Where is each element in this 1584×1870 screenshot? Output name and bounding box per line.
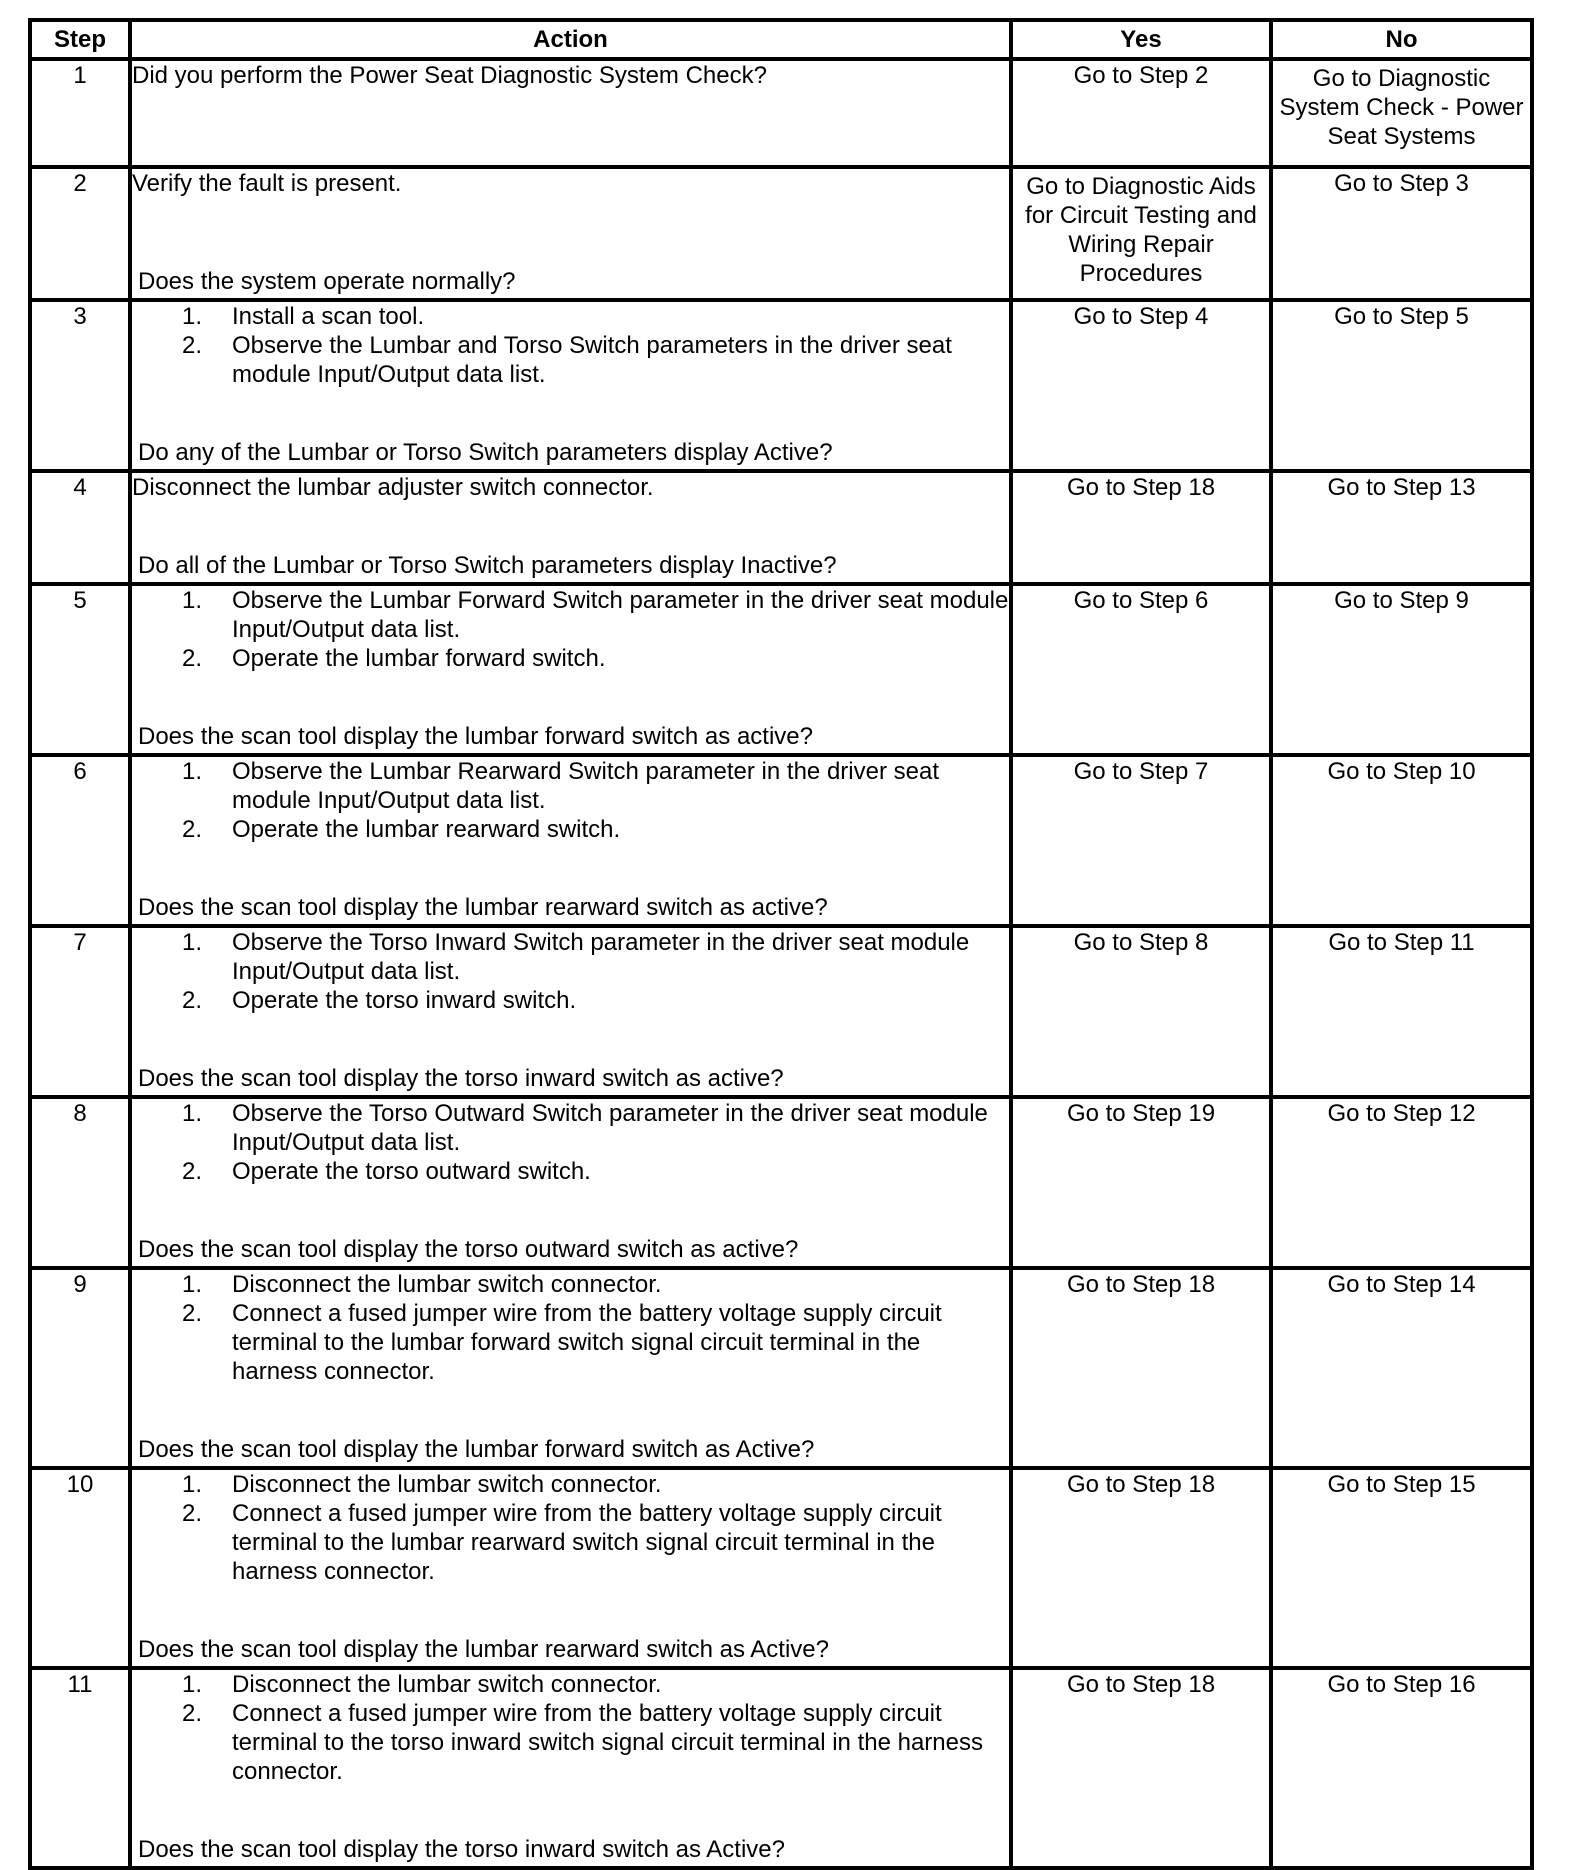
- yes-result: Go to Step 7: [1011, 755, 1271, 926]
- table-row: [30, 1268, 1532, 1468]
- action-question: Does the scan tool display the lumbar forward switch as Active?: [138, 1436, 815, 1463]
- action-body: [132, 1470, 1009, 1620]
- action-question: Does the scan tool display the lumbar rearward switch as active?: [138, 894, 828, 921]
- item-number: 2.: [182, 816, 203, 843]
- action-steps-list: [132, 928, 1009, 1015]
- table-row: [30, 1468, 1532, 1668]
- item-text: Observe the Lumbar and Torso Switch parameters in the driver seat module Input/Output data list.: [232, 332, 952, 388]
- action-step-item: [132, 1157, 1009, 1186]
- item-number: 1.: [182, 929, 203, 956]
- action-body: [132, 169, 1009, 232]
- yes-result: Go to Step 8: [1011, 926, 1271, 1097]
- action-cell: [130, 1468, 1011, 1668]
- action-steps-list: [132, 1270, 1009, 1386]
- action-step-item: [132, 1299, 1009, 1386]
- action-step-item: [132, 1099, 1009, 1157]
- item-number: 2.: [182, 645, 203, 672]
- action-body: [132, 757, 1009, 878]
- yes-result: Go to Step 19: [1011, 1097, 1271, 1268]
- action-steps-list: [132, 1670, 1009, 1786]
- action-instruction: Did you perform the Power Seat Diagnostic System Check?: [132, 62, 767, 89]
- yes-result: Go to Step 6: [1011, 584, 1271, 755]
- item-text: Operate the torso outward switch.: [232, 1158, 591, 1185]
- action-step-item: [132, 757, 1009, 815]
- action-cell: [130, 167, 1011, 300]
- action-instruction: Verify the fault is present.: [132, 170, 402, 197]
- action-cell: [130, 926, 1011, 1097]
- action-steps-list: [132, 302, 1009, 389]
- action-step-item: [132, 331, 1009, 389]
- step-number: 1: [30, 59, 130, 167]
- action-body: [132, 1270, 1009, 1420]
- action-step-item: [132, 1470, 1009, 1499]
- item-text: Install a scan tool.: [232, 303, 425, 330]
- action-steps-list: [132, 1099, 1009, 1186]
- no-result: Go to Step 10: [1271, 755, 1532, 926]
- yes-result: Go to Step 4: [1011, 300, 1271, 471]
- item-text: Observe the Lumbar Rearward Switch parameter in the driver seat module Input/Output data list.: [232, 758, 939, 814]
- action-body: [132, 586, 1009, 707]
- no-result: Go to Step 9: [1271, 584, 1532, 755]
- action-cell: [130, 1097, 1011, 1268]
- action-body: [132, 928, 1009, 1049]
- step-number: 5: [30, 584, 130, 755]
- action-step-item: [132, 1670, 1009, 1699]
- item-number: 2.: [182, 1500, 203, 1527]
- action-question: Does the scan tool display the torso inward switch as active?: [138, 1065, 784, 1092]
- step-number: 4: [30, 471, 130, 584]
- header-row: [30, 20, 1532, 59]
- action-body: [132, 1099, 1009, 1220]
- action-cell: [130, 59, 1011, 167]
- item-number: 1.: [182, 1271, 203, 1298]
- header-yes: Yes: [1011, 20, 1271, 59]
- item-text: Operate the lumbar forward switch.: [232, 645, 606, 672]
- table-row: [30, 59, 1532, 167]
- yes-result: Go to Diagnostic Aids for Circuit Testing and Wiring Repair Procedures: [1011, 167, 1271, 300]
- action-question: Does the scan tool display the torso inward switch as Active?: [138, 1836, 785, 1863]
- item-number: 1.: [182, 1471, 203, 1498]
- item-number: 1.: [182, 1100, 203, 1127]
- action-body: [132, 473, 1009, 536]
- no-result: Go to Diagnostic System Check - Power Seat Systems: [1271, 59, 1532, 167]
- action-cell: [130, 300, 1011, 471]
- action-body: [132, 1670, 1009, 1820]
- item-text: Disconnect the lumbar switch connector.: [232, 1271, 662, 1298]
- no-result: Go to Step 14: [1271, 1268, 1532, 1468]
- action-instruction: Disconnect the lumbar adjuster switch connector.: [132, 474, 654, 501]
- no-result: Go to Step 3: [1271, 167, 1532, 300]
- action-steps-list: [132, 1470, 1009, 1586]
- action-steps-list: [132, 757, 1009, 844]
- table-row: [30, 1097, 1532, 1268]
- no-result: Go to Step 16: [1271, 1668, 1532, 1868]
- item-text: Disconnect the lumbar switch connector.: [232, 1671, 662, 1698]
- no-result: Go to Step 15: [1271, 1468, 1532, 1668]
- no-result: Go to Step 5: [1271, 300, 1532, 471]
- item-number: 1.: [182, 758, 203, 785]
- action-body: [132, 61, 1009, 124]
- item-number: 1.: [182, 587, 203, 614]
- item-number: 1.: [182, 303, 203, 330]
- action-cell: [130, 471, 1011, 584]
- item-number: 2.: [182, 987, 203, 1014]
- no-result: Go to Step 12: [1271, 1097, 1532, 1268]
- table-row: [30, 167, 1532, 300]
- yes-result: Go to Step 18: [1011, 471, 1271, 584]
- item-text: Disconnect the lumbar switch connector.: [232, 1471, 662, 1498]
- action-steps-list: [132, 586, 1009, 673]
- action-body: [132, 302, 1009, 423]
- action-question: Does the scan tool display the torso outward switch as active?: [138, 1236, 799, 1263]
- item-text: Connect a fused jumper wire from the battery voltage supply circuit terminal to the lumbar forward switch signal circuit terminal in the harness connector.: [232, 1300, 942, 1385]
- action-step-item: [132, 302, 1009, 331]
- table-row: [30, 1668, 1532, 1868]
- item-number: 2.: [182, 1158, 203, 1185]
- yes-result: Go to Step 18: [1011, 1468, 1271, 1668]
- step-number: 3: [30, 300, 130, 471]
- action-step-item: [132, 586, 1009, 644]
- item-number: 1.: [182, 1671, 203, 1698]
- action-question: Does the scan tool display the lumbar rearward switch as Active?: [138, 1636, 829, 1663]
- item-text: Operate the lumbar rearward switch.: [232, 816, 621, 843]
- header-action: Action: [130, 20, 1011, 59]
- yes-result: Go to Step 18: [1011, 1668, 1271, 1868]
- action-cell: [130, 1268, 1011, 1468]
- no-result: Go to Step 13: [1271, 471, 1532, 584]
- step-number: 10: [30, 1468, 130, 1668]
- action-cell: [130, 584, 1011, 755]
- item-text: Connect a fused jumper wire from the battery voltage supply circuit terminal to the torso inward switch signal circuit terminal in the harness connector.: [232, 1700, 983, 1785]
- table-row: [30, 755, 1532, 926]
- table-row: [30, 471, 1532, 584]
- action-question: Does the system operate normally?: [138, 268, 516, 295]
- no-result: Go to Step 11: [1271, 926, 1532, 1097]
- step-number: 11: [30, 1668, 130, 1868]
- action-question: Do all of the Lumbar or Torso Switch parameters display Inactive?: [138, 552, 837, 579]
- table-row: [30, 926, 1532, 1097]
- table-row: [30, 584, 1532, 755]
- header-no: No: [1271, 20, 1532, 59]
- step-number: 9: [30, 1268, 130, 1468]
- yes-result: Go to Step 2: [1011, 59, 1271, 167]
- table-row: [30, 300, 1532, 471]
- action-step-item: [132, 1699, 1009, 1786]
- action-step-item: [132, 1499, 1009, 1586]
- action-step-item: [132, 928, 1009, 986]
- step-number: 7: [30, 926, 130, 1097]
- item-number: 2.: [182, 1700, 203, 1727]
- action-question: Does the scan tool display the lumbar forward switch as active?: [138, 723, 813, 750]
- action-cell: [130, 1668, 1011, 1868]
- item-number: 2.: [182, 1300, 203, 1327]
- action-step-item: [132, 986, 1009, 1015]
- yes-result: Go to Step 18: [1011, 1268, 1271, 1468]
- item-number: 2.: [182, 332, 203, 359]
- item-text: Connect a fused jumper wire from the battery voltage supply circuit terminal to the lumbar rearward switch signal circuit terminal in the harness connector.: [232, 1500, 942, 1585]
- action-question: Do any of the Lumbar or Torso Switch parameters display Active?: [138, 439, 833, 466]
- item-text: Observe the Lumbar Forward Switch parameter in the driver seat module Input/Output data list.: [232, 587, 1009, 643]
- item-text: Observe the Torso Outward Switch parameter in the driver seat module Input/Output data list.: [232, 1100, 988, 1156]
- step-number: 6: [30, 755, 130, 926]
- item-text: Observe the Torso Inward Switch parameter in the driver seat module Input/Output data list.: [232, 929, 970, 985]
- item-text: Operate the torso inward switch.: [232, 987, 577, 1014]
- step-number: 2: [30, 167, 130, 300]
- header-step: Step: [30, 20, 130, 59]
- action-cell: [130, 755, 1011, 926]
- step-number: 8: [30, 1097, 130, 1268]
- action-step-item: [132, 644, 1009, 673]
- diagnostic-table: [28, 18, 1534, 1870]
- action-step-item: [132, 815, 1009, 844]
- action-step-item: [132, 1270, 1009, 1299]
